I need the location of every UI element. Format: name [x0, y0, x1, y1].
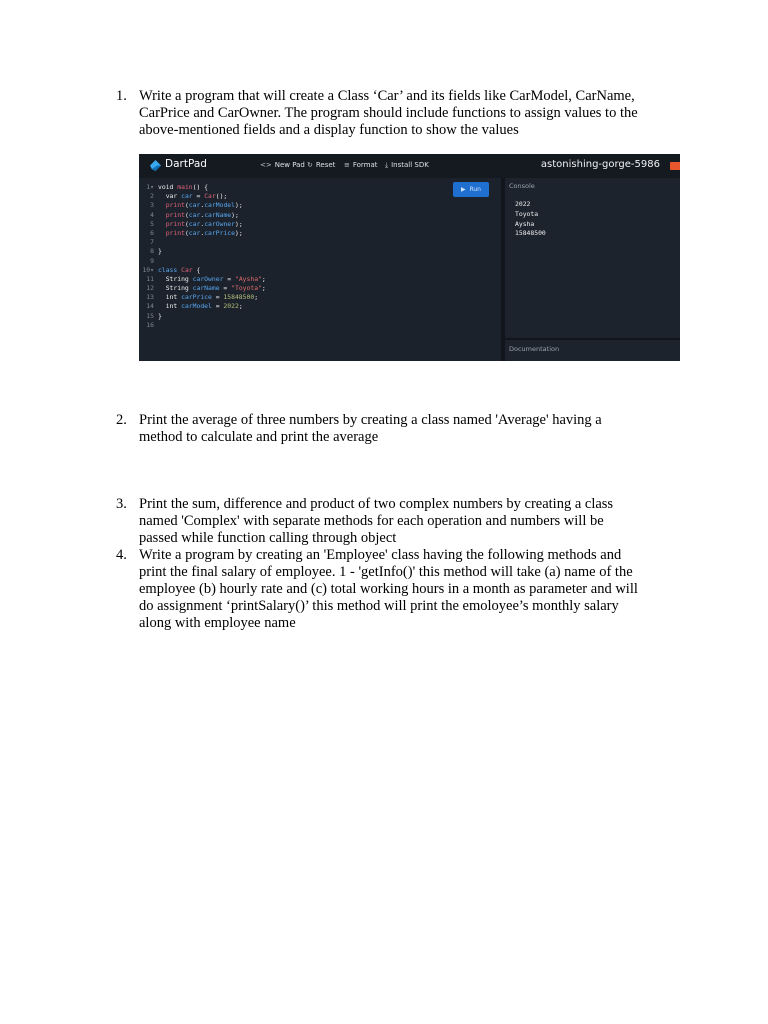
play-icon: ▶ — [461, 186, 466, 193]
console-line: 2022 — [515, 200, 531, 208]
question-line: print the final salary of employee. 1 - 'getInfo()' this method will take (a) name of the — [139, 564, 633, 580]
question-number: 4. — [116, 547, 127, 563]
code-editor[interactable] — [139, 178, 501, 361]
dartpad-toolbar — [139, 154, 680, 178]
code-text: var car = Car(); — [158, 192, 228, 201]
code-text: class Car { — [158, 265, 201, 274]
console-line: Aysha — [515, 219, 535, 228]
question-line: Print the average of three numbers by creating a class named 'Average' having a — [139, 412, 602, 428]
question-number: 3. — [116, 496, 127, 512]
console-panel — [505, 178, 680, 336]
question-line: above-mentioned fields and a display function to show the values — [139, 122, 519, 138]
question-line: named 'Complex' with separate methods for each operation and numbers will be — [139, 513, 604, 529]
documentation-label: Documentation — [509, 345, 560, 353]
line-number: 4 — [150, 210, 154, 219]
question-line: along with employee name — [139, 615, 296, 631]
console-line: 15848500 — [515, 229, 546, 238]
refresh-icon: ↻ — [307, 161, 313, 169]
line-number: 3 — [150, 201, 154, 210]
console-line: Toyota — [515, 209, 539, 218]
question-line: passed while function calling through object — [139, 530, 397, 546]
code-text: print(car.carOwner); — [158, 219, 243, 228]
code-text: String carName = "Toyota"; — [158, 284, 266, 293]
line-number: 6 — [150, 228, 154, 237]
line-number: 11 — [146, 274, 154, 283]
download-icon: ⤓ — [385, 161, 389, 169]
line-number: 12 — [146, 284, 154, 293]
format-button[interactable]: ≡ Format — [344, 161, 378, 169]
dart-logo-icon — [150, 160, 161, 171]
documentation-panel — [505, 338, 680, 361]
question-line: CarPrice and CarOwner. The program should include functions to assign values to the — [139, 105, 638, 121]
question-line: Write a program by creating an 'Employee' class having the following methods and — [139, 547, 622, 563]
line-number: 16 — [146, 320, 154, 329]
dartpad-screenshot — [139, 154, 680, 361]
code-text: void main() { — [158, 183, 209, 191]
run-button[interactable]: ▶ Run — [453, 182, 489, 197]
code-text: int carModel = 2022; — [158, 302, 243, 311]
line-number: 10▾ — [142, 265, 154, 274]
code-text: print(car.carName); — [158, 210, 239, 219]
question-number: 1. — [116, 88, 127, 104]
new-pad-button[interactable]: <> New Pad — [260, 161, 305, 169]
code-text: print(car.carPrice); — [158, 228, 243, 237]
console-output — [515, 200, 546, 239]
code-icon: <> — [260, 161, 272, 169]
question-line: employee (b) hourly rate and (c) total working hours in a month as parameter and will — [139, 581, 638, 597]
line-number: 8 — [150, 247, 154, 256]
line-number: 14 — [146, 302, 154, 311]
code-text: } — [158, 311, 162, 320]
console-label: Console — [509, 182, 535, 190]
code-text: } — [158, 247, 162, 256]
question-text — [139, 496, 684, 547]
question-line: method to calculate and print the average — [139, 429, 379, 445]
code-text: String carOwner = "Aysha"; — [158, 274, 266, 283]
code-text: print(car.carModel); — [158, 201, 243, 210]
project-name: astonishing-gorge-5986 — [540, 159, 660, 170]
question-text — [139, 412, 684, 446]
app-title: DartPad — [165, 158, 207, 170]
code-text: int carPrice = 15848500; — [158, 293, 259, 302]
question-number: 2. — [116, 412, 127, 428]
format-icon: ≡ — [344, 161, 350, 169]
line-number: 7 — [150, 238, 154, 247]
reset-button[interactable]: ↻ Reset — [307, 161, 336, 169]
question-line: Write a program that will create a Class ‘Car’ and its fields like CarModel, CarName, — [139, 88, 635, 104]
line-number: 2 — [150, 192, 154, 201]
status-badge — [670, 162, 680, 170]
line-number: 13 — [146, 293, 154, 302]
question-text — [139, 88, 684, 139]
line-number: 1▾ — [146, 183, 154, 191]
question-text — [139, 547, 684, 632]
line-number: 5 — [150, 219, 154, 228]
install-sdk-button[interactable]: ⤓ Install SDK — [385, 161, 429, 169]
line-number: 15 — [146, 311, 154, 320]
question-line: Print the sum, difference and product of two complex numbers by creating a class — [139, 496, 614, 512]
question-line: do assignment ‘printSalary()’ this method will print the emoloyee’s monthly salary — [139, 598, 619, 614]
line-number: 9 — [150, 256, 154, 265]
